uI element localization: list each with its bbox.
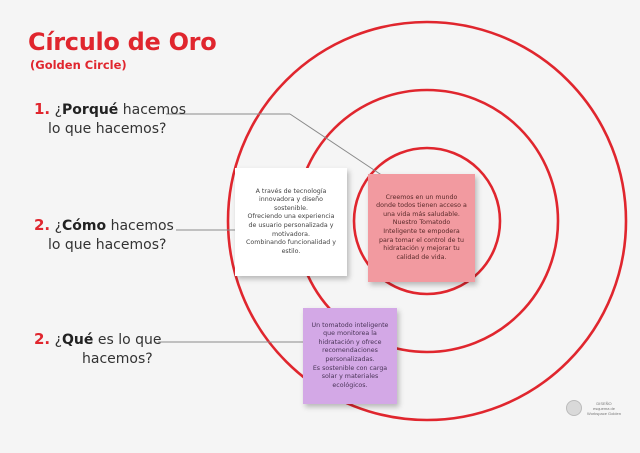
page-subtitle: (Golden Circle): [30, 58, 127, 72]
note-what-text: Un tomatodo inteligente que monitorea la hidratación y ofrece recomendaciones personalizadas. Es sostenible con carga solar y materiales ecológicos.: [311, 321, 389, 389]
question-keyword: Porqué: [62, 102, 119, 118]
sticky-note-how: [235, 168, 347, 276]
note-why-text: Creemos en un mundo donde todos tienen acceso a una vida más saludable. Nuestro Tomatodo Inteligente te empodera para tomar el control de tu hidratación y mejorar tu calidad de vida.: [376, 193, 467, 261]
question-number: 2.: [34, 216, 51, 234]
question-line2: lo que hacemos?: [48, 237, 167, 253]
question-prefix: ¿: [54, 218, 63, 234]
sticky-note-what: [303, 308, 397, 404]
question-number: 1.: [34, 100, 51, 118]
credit-text: DISEÑO esquema de Workspace Golden: [587, 401, 621, 416]
question-text: hacemos: [118, 102, 187, 118]
question-text: hacemos: [106, 218, 174, 234]
question-text: es lo que: [93, 332, 162, 348]
note-how-text: A través de tecnología innovadora y diseño sostenible. Ofreciendo una experiencia de usuario personalizada y motivadora. Combinando funcionalidad y estilo.: [245, 187, 336, 255]
question-how: [34, 216, 174, 255]
question-keyword: Qué: [62, 332, 94, 348]
question-prefix: ¿: [54, 332, 63, 348]
question-line2: lo que hacemos?: [48, 121, 167, 137]
question-prefix: ¿: [54, 102, 63, 118]
question-why: [34, 100, 186, 139]
question-line2: hacemos?: [82, 351, 153, 367]
question-what: [34, 330, 162, 369]
sticky-note-why: [368, 174, 475, 282]
question-keyword: Cómo: [62, 218, 107, 234]
page-title: Círculo de Oro: [28, 28, 217, 56]
question-number: 2.: [34, 330, 51, 348]
brand-logo: [566, 400, 582, 416]
